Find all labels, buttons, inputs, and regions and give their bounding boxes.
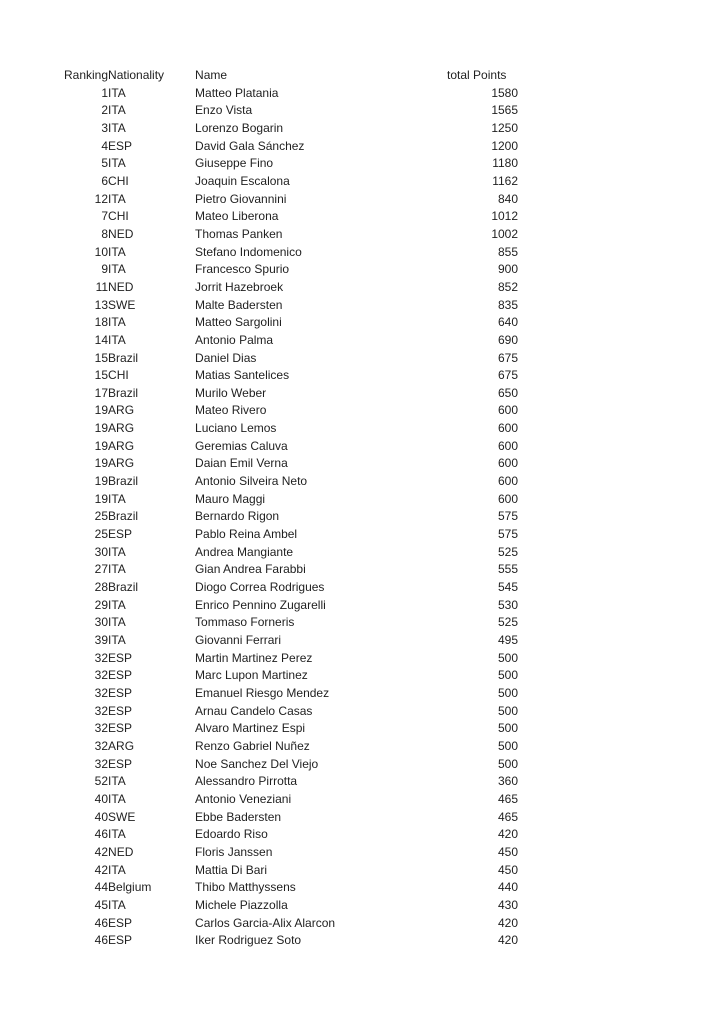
cell-ranking: 11 <box>95 279 109 294</box>
header-name: Name <box>195 68 228 82</box>
cell-points: 1002 <box>491 226 519 241</box>
cell-name: Arnau Candelo Casas <box>195 703 313 718</box>
cell-points: 690 <box>498 332 519 347</box>
cell-nationality: Brazil <box>108 350 139 365</box>
cell-ranking: 40 <box>94 791 109 806</box>
header-total-points: total Points <box>447 68 507 82</box>
cell-name: Matteo Platania <box>195 85 279 100</box>
cell-points: 852 <box>498 279 519 294</box>
cell-points: 1200 <box>491 138 519 153</box>
table-row <box>64 791 518 809</box>
cell-name: Noe Sanchez Del Viejo <box>195 756 319 771</box>
table-row <box>64 579 518 597</box>
cell-ranking: 13 <box>94 297 109 312</box>
cell-nationality: ITA <box>108 156 126 171</box>
cell-name: Enrico Pennino Zugarelli <box>195 597 326 612</box>
table-row <box>64 667 518 685</box>
cell-points: 600 <box>498 438 519 453</box>
cell-ranking: 32 <box>94 738 109 753</box>
cell-name: Iker Rodriguez Soto <box>195 933 302 948</box>
cell-nationality: ITA <box>108 491 126 506</box>
cell-points: 640 <box>498 315 519 330</box>
cell-ranking: 29 <box>94 597 109 612</box>
table-row <box>64 915 518 933</box>
cell-name: Jorrit Hazebroek <box>195 279 284 294</box>
cell-nationality: ESP <box>108 915 133 930</box>
cell-ranking: 45 <box>94 897 109 912</box>
cell-ranking: 44 <box>94 880 109 895</box>
table-row <box>64 508 518 526</box>
cell-name: Floris Janssen <box>195 844 273 859</box>
cell-points: 465 <box>498 809 519 824</box>
cell-points: 600 <box>498 403 519 418</box>
cell-points: 420 <box>498 827 519 842</box>
cell-name: David Gala Sánchez <box>195 138 305 153</box>
table-row <box>64 261 518 279</box>
cell-ranking: 7 <box>101 209 109 224</box>
cell-name: Daian Emil Verna <box>195 456 288 471</box>
cell-ranking: 19 <box>94 421 109 436</box>
table-row <box>64 314 518 332</box>
cell-nationality: ITA <box>108 244 126 259</box>
table-row <box>64 173 518 191</box>
table-row <box>64 650 518 668</box>
table-row <box>64 844 518 862</box>
cell-points: 430 <box>498 897 519 912</box>
cell-nationality: ARG <box>108 403 135 418</box>
cell-nationality: ITA <box>108 262 126 277</box>
cell-points: 1180 <box>492 156 519 171</box>
cell-nationality: CHI <box>108 368 129 383</box>
cell-nationality: ITA <box>108 791 126 806</box>
table-row <box>64 544 518 562</box>
cell-ranking: 30 <box>94 615 109 630</box>
cell-points: 420 <box>498 933 519 948</box>
cell-ranking: 17 <box>94 385 109 400</box>
cell-nationality: ESP <box>108 721 133 736</box>
cell-name: Andrea Mangiante <box>195 544 294 559</box>
cell-nationality: ESP <box>108 756 133 771</box>
cell-points: 525 <box>498 615 519 630</box>
table-row <box>64 102 518 120</box>
table-body <box>64 85 518 950</box>
cell-name: Emanuel Riesgo Mendez <box>195 685 330 700</box>
cell-name: Diogo Correa Rodrigues <box>195 580 325 595</box>
cell-name: Mateo Rivero <box>195 403 267 418</box>
cell-nationality: ESP <box>108 138 133 153</box>
table-row <box>64 385 518 403</box>
cell-ranking: 19 <box>94 438 109 453</box>
cell-nationality: ESP <box>108 685 133 700</box>
cell-points: 555 <box>498 562 519 577</box>
cell-name: Giuseppe Fino <box>195 156 274 171</box>
cell-points: 900 <box>498 262 519 277</box>
cell-nationality: CHI <box>108 173 129 188</box>
cell-nationality: ITA <box>108 332 126 347</box>
cell-ranking: 42 <box>94 862 109 877</box>
cell-name: Renzo Gabriel Nuñez <box>195 738 310 753</box>
cell-ranking: 18 <box>94 315 109 330</box>
cell-name: Luciano Lemos <box>195 421 277 436</box>
table-row <box>64 597 518 615</box>
table-row <box>64 491 518 509</box>
cell-ranking: 39 <box>94 633 109 647</box>
cell-points: 465 <box>498 791 519 806</box>
table-row <box>64 703 518 721</box>
cell-ranking: 30 <box>94 544 109 559</box>
cell-nationality: SWE <box>108 297 136 312</box>
cell-points: 420 <box>498 915 519 930</box>
cell-points: 530 <box>498 597 519 612</box>
cell-points: 600 <box>498 456 519 471</box>
header-row <box>64 67 518 85</box>
table-row <box>64 561 518 579</box>
cell-ranking: 9 <box>101 262 109 277</box>
cell-ranking: 19 <box>94 456 109 471</box>
cell-ranking: 46 <box>94 915 109 930</box>
cell-points: 500 <box>498 650 519 665</box>
cell-points: 545 <box>498 580 519 595</box>
cell-name: Mauro Maggi <box>195 491 266 506</box>
cell-ranking: 46 <box>94 933 109 948</box>
cell-nationality: ITA <box>108 862 126 877</box>
cell-name: Matias Santelices <box>195 368 290 383</box>
cell-name: Lorenzo Bogarin <box>195 120 284 135</box>
table-row <box>64 632 518 650</box>
cell-name: Mattia Di Bari <box>195 862 268 877</box>
cell-ranking: 4 <box>101 138 109 153</box>
cell-ranking: 52 <box>94 774 109 789</box>
ranking-table <box>64 67 518 950</box>
cell-points: 450 <box>498 844 519 859</box>
cell-nationality: ITA <box>108 315 126 330</box>
cell-nationality: ITA <box>108 562 126 577</box>
table-row <box>64 208 518 226</box>
cell-name: Stefano Indomenico <box>195 244 302 259</box>
cell-name: Antonio Silveira Neto <box>195 474 308 489</box>
cell-points: 1580 <box>491 85 519 100</box>
cell-name: Murilo Weber <box>195 385 267 400</box>
cell-ranking: 32 <box>94 756 109 771</box>
table-row <box>64 420 518 438</box>
cell-nationality: ESP <box>108 703 133 718</box>
cell-nationality: ARG <box>108 438 135 453</box>
cell-points: 360 <box>498 774 519 789</box>
cell-points: 575 <box>498 527 519 542</box>
cell-name: Tommaso Forneris <box>195 615 295 630</box>
header-nationality: Nationality <box>108 68 165 82</box>
cell-nationality: NED <box>108 226 134 241</box>
cell-points: 495 <box>498 633 519 647</box>
cell-name: Alvaro Martinez Espi <box>195 721 306 736</box>
cell-nationality: ARG <box>108 421 135 436</box>
table-row <box>64 826 518 844</box>
cell-points: 1250 <box>491 120 519 135</box>
cell-points: 500 <box>498 738 519 753</box>
table-row <box>64 120 518 138</box>
cell-points: 835 <box>498 297 519 312</box>
cell-points: 440 <box>498 880 519 895</box>
table-row <box>64 297 518 315</box>
cell-name: Francesco Spurio <box>195 262 290 277</box>
cell-ranking: 2 <box>101 103 109 118</box>
table-row <box>64 155 518 173</box>
cell-points: 500 <box>498 756 519 771</box>
cell-name: Thibo Matthyssens <box>195 880 296 895</box>
cell-ranking: 32 <box>94 721 109 736</box>
cell-nationality: Belgium <box>108 880 152 895</box>
cell-nationality: Brazil <box>108 385 139 400</box>
table-row <box>64 614 518 632</box>
cell-nationality: ITA <box>108 774 126 789</box>
cell-nationality: Brazil <box>108 580 139 595</box>
cell-nationality: SWE <box>108 809 136 824</box>
cell-ranking: 15 <box>94 350 109 365</box>
cell-points: 600 <box>498 474 519 489</box>
cell-points: 650 <box>498 385 519 400</box>
cell-name: Marc Lupon Martinez <box>195 668 308 683</box>
table-row <box>64 720 518 738</box>
cell-ranking: 32 <box>94 703 109 718</box>
cell-ranking: 10 <box>94 244 109 259</box>
cell-nationality: Brazil <box>108 474 139 489</box>
cell-nationality: ITA <box>108 191 126 206</box>
cell-ranking: 25 <box>94 527 109 542</box>
cell-nationality: ESP <box>108 933 133 948</box>
cell-ranking: 3 <box>101 120 109 135</box>
cell-ranking: 12 <box>94 191 109 206</box>
cell-nationality: ARG <box>108 456 135 471</box>
cell-ranking: 19 <box>94 491 109 506</box>
table-row <box>64 332 518 350</box>
cell-ranking: 28 <box>94 580 109 595</box>
cell-ranking: 46 <box>94 827 109 842</box>
cell-name: Giovanni Ferrari <box>195 633 282 647</box>
cell-points: 855 <box>498 244 519 259</box>
cell-ranking: 19 <box>94 403 109 418</box>
table-row <box>64 473 518 491</box>
table-row <box>64 138 518 156</box>
cell-nationality: ITA <box>108 897 126 912</box>
cell-ranking: 32 <box>94 668 109 683</box>
table-row <box>64 862 518 880</box>
table-row <box>64 402 518 420</box>
cell-ranking: 42 <box>94 844 109 859</box>
cell-points: 500 <box>498 721 519 736</box>
cell-points: 500 <box>498 668 519 683</box>
cell-nationality: ITA <box>108 615 126 630</box>
table-row <box>64 279 518 297</box>
cell-name: Alessandro Pirrotta <box>195 774 298 789</box>
cell-ranking: 32 <box>94 650 109 665</box>
cell-name: Bernardo Rigon <box>195 509 280 524</box>
table-row <box>64 526 518 544</box>
table-row <box>64 244 518 262</box>
cell-name: Geremias Caluva <box>195 438 288 453</box>
cell-ranking: 27 <box>94 562 109 577</box>
cell-nationality: ESP <box>108 527 133 542</box>
cell-points: 500 <box>498 685 519 700</box>
cell-name: Thomas Panken <box>195 226 283 241</box>
cell-name: Matteo Sargolini <box>195 315 282 330</box>
cell-name: Gian Andrea Farabbi <box>195 562 306 577</box>
cell-name: Antonio Veneziani <box>195 791 292 806</box>
cell-ranking: 6 <box>101 173 109 188</box>
cell-name: Pietro Giovannini <box>195 191 287 206</box>
cell-name: Mateo Liberona <box>195 209 279 224</box>
cell-name: Martin Martinez Perez <box>195 650 313 665</box>
cell-name: Carlos Garcia-Alix Alarcon <box>195 915 336 930</box>
cell-nationality: ITA <box>108 544 126 559</box>
cell-nationality: ITA <box>108 633 126 647</box>
cell-nationality: NED <box>108 844 134 859</box>
cell-points: 1565 <box>491 103 519 118</box>
cell-nationality: ITA <box>108 597 126 612</box>
cell-nationality: ITA <box>108 827 126 842</box>
cell-nationality: ESP <box>108 668 133 683</box>
cell-name: Enzo Vista <box>195 103 253 118</box>
cell-points: 840 <box>498 191 519 206</box>
table-row <box>64 756 518 774</box>
table-row <box>64 226 518 244</box>
cell-nationality: ITA <box>108 103 126 118</box>
cell-points: 1162 <box>492 173 519 188</box>
table-row <box>64 367 518 385</box>
table-row <box>64 932 518 950</box>
cell-points: 450 <box>498 862 519 877</box>
cell-ranking: 40 <box>94 809 109 824</box>
cell-name: Pablo Reina Ambel <box>195 527 298 542</box>
table-row <box>64 438 518 456</box>
cell-ranking: 32 <box>94 685 109 700</box>
table-row <box>64 455 518 473</box>
cell-name: Daniel Dias <box>195 350 257 365</box>
cell-name: Michele Piazzolla <box>195 897 288 912</box>
cell-nationality: NED <box>108 279 134 294</box>
table-header <box>64 67 518 85</box>
cell-ranking: 14 <box>94 332 109 347</box>
cell-name: Ebbe Badersten <box>195 809 282 824</box>
table-row <box>64 773 518 791</box>
table-row <box>64 685 518 703</box>
header-ranking: Ranking <box>64 68 109 82</box>
cell-ranking: 5 <box>101 156 109 171</box>
cell-points: 500 <box>498 703 519 718</box>
cell-nationality: Brazil <box>108 509 139 524</box>
cell-points: 675 <box>498 368 519 383</box>
cell-nationality: ESP <box>108 650 133 665</box>
cell-points: 600 <box>498 491 519 506</box>
cell-name: Joaquin Escalona <box>195 173 290 188</box>
table-row <box>64 191 518 209</box>
table-row <box>64 350 518 368</box>
table-row <box>64 85 518 103</box>
cell-points: 575 <box>498 509 519 524</box>
cell-ranking: 8 <box>101 226 109 241</box>
cell-name: Malte Badersten <box>195 297 283 312</box>
cell-nationality: ITA <box>108 120 126 135</box>
table-row <box>64 809 518 827</box>
cell-nationality: CHI <box>108 209 129 224</box>
cell-name: Antonio Palma <box>195 332 274 347</box>
cell-points: 1012 <box>491 209 519 224</box>
cell-points: 675 <box>498 350 519 365</box>
cell-ranking: 19 <box>94 474 109 489</box>
cell-nationality: ITA <box>108 85 126 100</box>
cell-points: 600 <box>498 421 519 436</box>
cell-name: Edoardo Riso <box>195 827 268 842</box>
cell-points: 525 <box>498 544 519 559</box>
cell-ranking: 15 <box>94 368 109 383</box>
cell-ranking: 1 <box>101 85 109 100</box>
cell-nationality: ARG <box>108 738 135 753</box>
table-row <box>64 879 518 897</box>
table-row <box>64 738 518 756</box>
cell-ranking: 25 <box>94 509 109 524</box>
table-row <box>64 897 518 915</box>
